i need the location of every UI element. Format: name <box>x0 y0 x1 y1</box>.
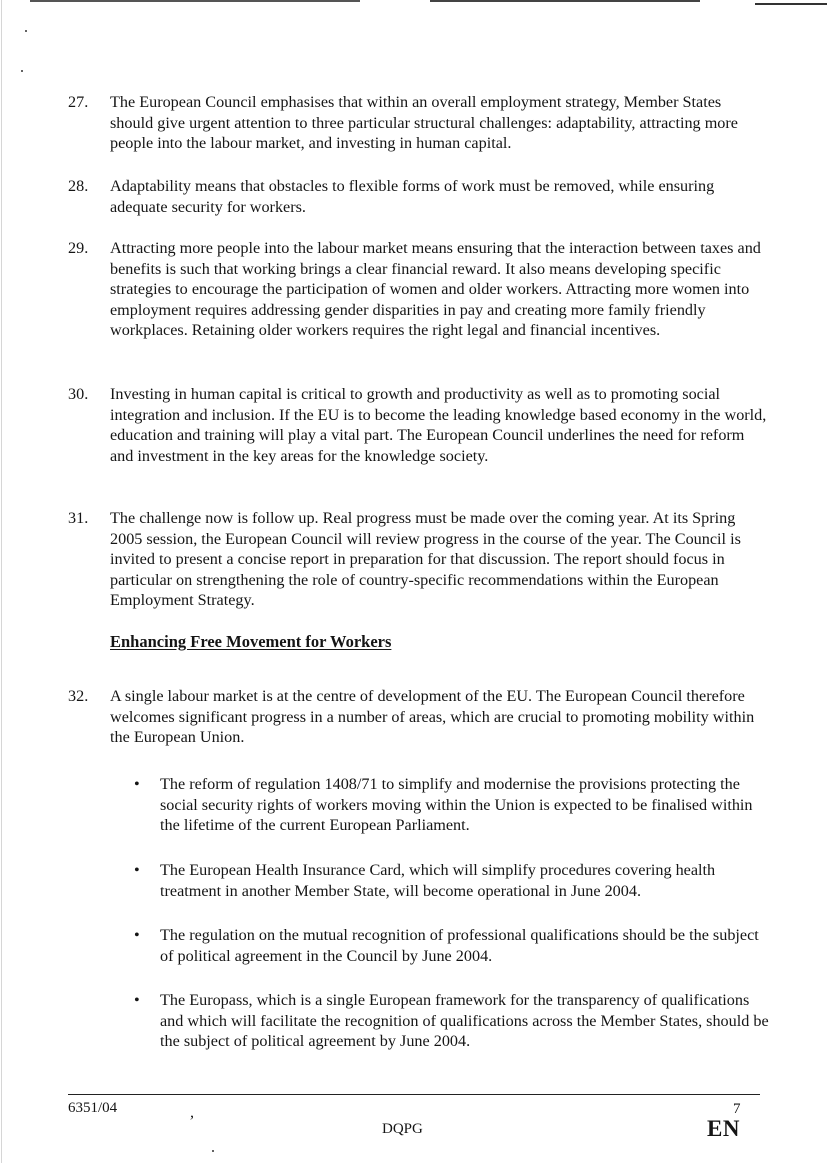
footer-doc-ref: 6351/04 <box>68 1100 118 1116</box>
paragraph-text: A single labour market is at the centre of development of the EU. The European Council therefore welcomes significant progress in a number of areas, which are crucial to promoting mobility within the European Union. <box>110 687 755 747</box>
bullet-item <box>134 990 774 1052</box>
footer-mark: , <box>190 1104 194 1121</box>
bullet-text: The European Health Insurance Card, which will simplify procedures covering health treatment in another Member State, will become operational in June 2004. <box>160 861 716 900</box>
paragraph-text: The European Council emphasises that within an overall employment strategy, Member States should give urgent attention to three particular structural challenges: adaptability, attracting more people into the labour market, and investing in human capital. <box>110 93 738 153</box>
footer-page-number: 7 <box>733 1101 741 1117</box>
paragraph-28 <box>68 176 768 217</box>
bullet-text: The Europass, which is a single European framework for the transparency of qualifications and which will facilitate the recognition of qualifications across the Member States, should be the subject of political agreement by June 2004. <box>160 991 769 1051</box>
paragraph-text: Attracting more people into the labour market means ensuring that the interaction between taxes and benefits is such that working brings a clear financial reward. It also means developing specific strategies to encourage the participation of women and older workers. Attracting more women into employment requires addressing gender disparities in pay and creating more family friendly workplaces. Retaining older workers requires the right legal and financial incentives. <box>110 239 761 340</box>
footer-divider <box>68 1094 760 1095</box>
paragraph-29 <box>68 238 768 341</box>
bullet-icon: • <box>134 861 140 879</box>
scan-left-edge <box>1 0 2 1163</box>
paragraph-31 <box>68 508 768 611</box>
paragraph-30 <box>68 384 768 466</box>
footer-department: DQPG <box>382 1121 423 1137</box>
scan-speck <box>25 30 27 32</box>
footer-language: EN <box>707 1116 740 1141</box>
paragraph-text: Adaptability means that obstacles to flexible forms of work must be removed, while ensuring adequate security for workers. <box>110 177 715 216</box>
section-heading: Enhancing Free Movement for Workers <box>110 632 392 651</box>
paragraph-number: 29. <box>68 239 89 257</box>
paragraph-number: 28. <box>68 177 89 195</box>
scan-top-rule <box>30 0 360 2</box>
paragraph-text: Investing in human capital is critical to growth and productivity as well as to promoting social integration and inclusion. If the EU is to become the leading knowledge based economy in the world, education and training will play a vital part. The European Council underlines the need for reform and investment in the key areas for the knowledge society. <box>110 385 767 465</box>
paragraph-number: 32. <box>68 687 89 705</box>
scan-top-rule <box>755 3 827 5</box>
scan-speck <box>212 1150 214 1152</box>
bullet-item <box>134 925 774 966</box>
paragraph-number: 31. <box>68 509 89 527</box>
bullet-text: The regulation on the mutual recognition of professional qualifications should be the subject of political agreement in the Council by June 2004. <box>160 926 759 965</box>
bullet-icon: • <box>134 926 140 944</box>
bullet-icon: • <box>134 991 140 1009</box>
paragraph-number: 30. <box>68 385 89 403</box>
bullet-item <box>134 774 774 836</box>
bullet-text: The reform of regulation 1408/71 to simplify and modernise the provisions protecting the social security rights of workers moving within the Union is expected to be finalised within the lifetime of the current European Parliament. <box>160 775 753 835</box>
bullet-icon: • <box>134 775 140 793</box>
paragraph-32 <box>68 686 768 748</box>
paragraph-number: 27. <box>68 93 89 111</box>
scan-top-rule <box>430 0 700 2</box>
scan-speck <box>21 70 23 72</box>
paragraph-27 <box>68 92 768 154</box>
paragraph-text: The challenge now is follow up. Real progress must be made over the coming year. At its Spring 2005 session, the European Council will review progress in the course of the year. The Council is invited to present a concise report in preparation for that discussion. The report should focus in particular on strengthening the role of country-specific recommendations within the European Employment Strategy. <box>110 509 741 610</box>
bullet-item <box>134 860 774 901</box>
